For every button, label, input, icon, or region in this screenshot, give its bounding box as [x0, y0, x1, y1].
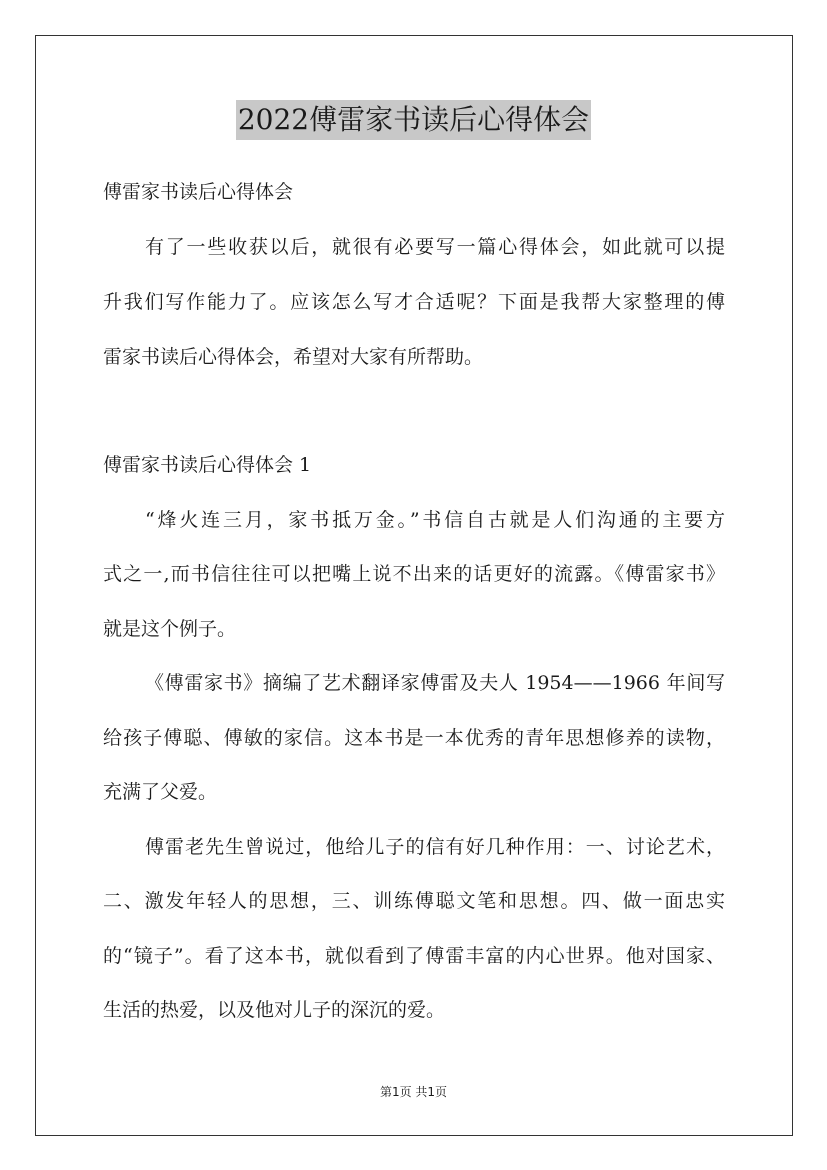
- document-heading: 傅雷家书读后心得体会: [103, 181, 294, 203]
- paragraph-line: 式之一,而书信往往可以把嘴上说不出来的话更好的流露。《傅雷家书》: [103, 563, 725, 585]
- paragraph-line: 充满了父爱。: [103, 781, 218, 803]
- paragraph-line: 傅雷老先生曾说过，他给儿子的信有好几种作用：一、讨论艺术，: [145, 836, 725, 858]
- paragraph-line: 生活的热爱，以及他对儿子的深沉的爱。: [103, 999, 446, 1021]
- paragraph-line: 二、激发年轻人的思想，三、训练傅聪文笔和思想。四、做一面忠实: [103, 890, 725, 912]
- paragraph-line: 就是这个例子。: [103, 618, 237, 640]
- intro-line: 有了一些收获以后，就很有必要写一篇心得体会，如此就可以提: [145, 236, 725, 258]
- page-footer: 第1页 共1页: [379, 1085, 448, 1099]
- intro-line: 雷家书读后心得体会，希望对大家有所帮助。: [103, 346, 484, 368]
- intro-line: 升我们写作能力了。应该怎么写才合适呢？下面是我帮大家整理的傅: [103, 291, 725, 313]
- paragraph-line: “烽火连三月，家书抵万金。”书信自古就是人们沟通的主要方: [145, 509, 725, 531]
- paragraph-line: 《傅雷家书》摘编了艺术翻译家傅雷及夫人 1954——1966 年间写: [145, 672, 725, 694]
- paragraph-line: 给孩子傅聪、傅敏的家信。这本书是一本优秀的青年思想修养的读物，: [103, 727, 725, 749]
- document-title: 2022傅雷家书读后心得体会: [236, 100, 591, 140]
- paragraph-line: 的“镜子”。看了这本书，就似看到了傅雷丰富的内心世界。他对国家、: [103, 945, 725, 967]
- title-container: [0, 100, 827, 140]
- section-heading: 傅雷家书读后心得体会 1: [103, 454, 312, 476]
